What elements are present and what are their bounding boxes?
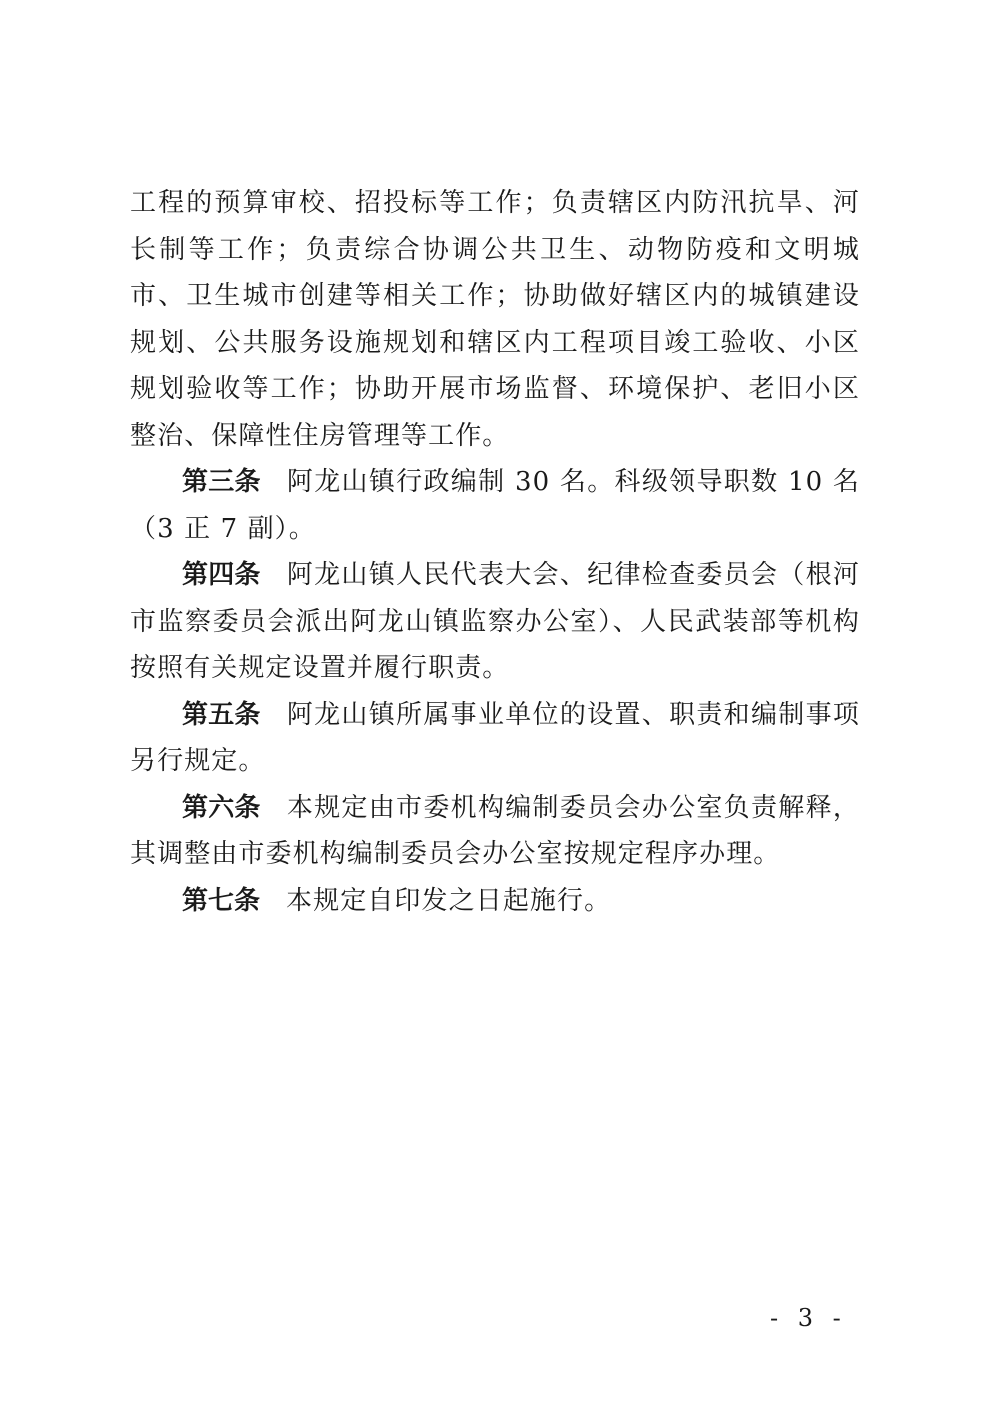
article-text: 本规定由市委机构编制委员会办公室负责解释，其调整由市委机构编制委员会办公室按规定程序办理。 [130, 792, 860, 869]
article-text: 阿龙山镇行政编制 30 名。科级领导职数 10 名（3 正 7 副）。 [130, 467, 860, 544]
article-3 [130, 459, 860, 552]
article-text: 本规定自印发之日起施行。 [286, 885, 612, 916]
article-heading: 第七条 [182, 885, 261, 916]
article-text: 阿龙山镇人民代表大会、纪律检查委员会（根河市监察委员会派出阿龙山镇监察办公室）、人民武装部等机构按照有关规定设置并履行职责。 [130, 560, 860, 683]
article-heading: 第六条 [182, 792, 261, 823]
paragraph-continuation [130, 180, 860, 459]
paragraph-text: 工程的预算审校、招投标等工作；负责辖区内防汛抗旱、河长制等工作；负责综合协调公共卫生、动物防疫和文明城市、卫生城市创建等相关工作；协助做好辖区内的城镇建设规划、公共服务设施规划和辖区内工程项目竣工验收、小区规划验收等工作；协助开展市场监督、环境保护、老旧小区整治、保障性住房管理等工作。 [130, 188, 860, 451]
article-4 [130, 552, 860, 692]
article-5 [130, 692, 860, 785]
document-body [130, 180, 860, 924]
article-heading: 第四条 [182, 560, 261, 590]
article-7 [130, 878, 860, 925]
article-heading: 第三条 [182, 467, 261, 497]
page-number: - 3 - [770, 1304, 847, 1332]
article-text: 阿龙山镇所属事业单位的设置、职责和编制事项另行规定。 [130, 699, 860, 776]
article-6 [130, 785, 860, 878]
article-heading: 第五条 [182, 699, 261, 730]
